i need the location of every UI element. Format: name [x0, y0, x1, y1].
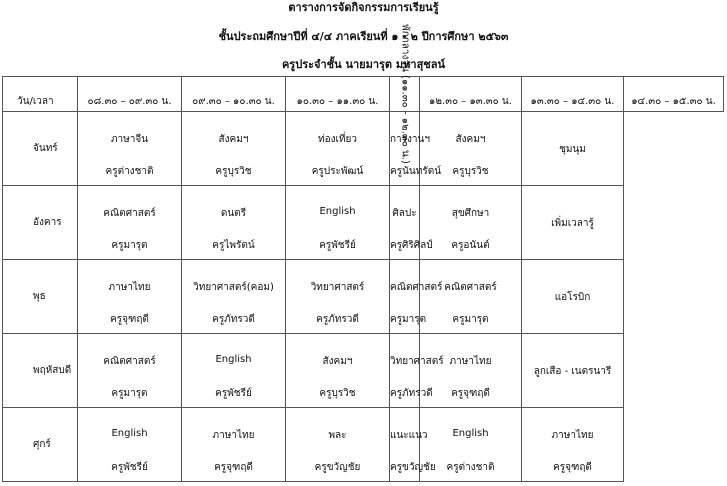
- schedule-cell: [286, 186, 390, 260]
- teacher-label: ครูมารุต: [111, 240, 148, 251]
- period-header-6: ๑๔.๓๐ – ๑๕.๓๐ น.: [624, 77, 724, 112]
- schedule-cell: [522, 260, 624, 334]
- subject-label: คณิตศาสตร์: [444, 282, 497, 293]
- teacher-label: ครูขวัญชัย: [314, 462, 361, 473]
- subject-label: ดนตรี: [220, 208, 247, 219]
- table-row: [3, 260, 724, 334]
- teacher-label: ครูภัทรวดี: [316, 314, 359, 325]
- period-header-4: ๑๒.๓๐ – ๑๓.๓๐ น.: [420, 77, 522, 112]
- subject-label: คณิตศาสตร์: [103, 356, 156, 367]
- teacher-label: ครูจุฑฤดี: [451, 388, 490, 399]
- schedule-cell: [390, 334, 444, 408]
- schedule-cell: [286, 112, 390, 186]
- period-header-2: ๐๙.๓๐ – ๑๐.๓๐ น.: [182, 77, 286, 112]
- activity-label: ลูกเสือ - เนตรนารี: [533, 366, 612, 377]
- teacher-label: ครูจุฑฤดี: [553, 462, 592, 473]
- teacher-label: ครูไพรัตน์: [212, 240, 255, 251]
- schedule-cell: [286, 260, 390, 334]
- teacher-label: ครูขวัญชัย: [390, 462, 436, 473]
- day-label: ศุกร์: [3, 408, 78, 482]
- schedule-cell: [78, 408, 182, 482]
- schedule-cell: [390, 408, 436, 482]
- schedule-cell: [286, 408, 390, 482]
- subject-label: English: [319, 206, 356, 217]
- schedule-cell: [182, 112, 286, 186]
- schedule-cell: [390, 186, 433, 260]
- teacher-label: ครูนันทรัตน์: [390, 166, 442, 177]
- period-header-5: ๑๓.๓๐ – ๑๔.๓๐ น.: [522, 77, 624, 112]
- subject-label: ภาษาไทย: [212, 430, 255, 441]
- teacher-label: ครูพัชรีย์: [215, 388, 252, 399]
- schedule-cell: [522, 408, 624, 482]
- schedule-cell: [286, 334, 390, 408]
- subject-label: สังคมฯ: [218, 134, 249, 145]
- schedule-cell: [420, 260, 522, 334]
- schedule-cell: [390, 260, 443, 334]
- period-header-3: ๑๐.๓๐ – ๑๑.๓๐ น.: [286, 77, 390, 112]
- period-header-1: ๐๘.๓๐ – ๐๙.๓๐ น.: [78, 77, 182, 112]
- teacher-label: ครูพัชรีย์: [111, 462, 148, 473]
- day-time-header: วัน/เวลา: [3, 77, 78, 112]
- day-label: อังคาร: [3, 186, 78, 260]
- subject-label: English: [111, 428, 148, 439]
- subject-label: ภาษาไทย: [449, 356, 492, 367]
- subject-label: พละ: [328, 430, 347, 441]
- activity-label: ชุมนุม: [559, 144, 586, 155]
- schedule-cell: [78, 112, 182, 186]
- teacher-label: ครูประพัฒน์: [311, 166, 364, 177]
- teacher-label: ครูบุรวิช: [215, 166, 252, 177]
- page-title: ตารางการจัดกิจกรรมการเรียนรู้: [288, 1, 439, 14]
- subject-label: ท่องเที่ยว: [318, 134, 357, 145]
- schedule-cell: [78, 260, 182, 334]
- schedule-cell: [420, 408, 522, 482]
- day-label: พุธ: [3, 260, 78, 334]
- teacher-label: ครูมารุต: [452, 314, 489, 325]
- schedule-cell: [522, 112, 624, 186]
- subject-label: English: [215, 354, 252, 365]
- subject-label: วิทยาศาสตร์: [310, 282, 365, 293]
- subject-label: ภาษาไทย: [108, 282, 151, 293]
- teacher-label: ครูภัทรวดี: [390, 388, 433, 399]
- subject-label: สังคมฯ: [455, 134, 486, 145]
- subject-label: สุขศึกษา: [451, 208, 490, 219]
- teacher-label: ครูต่างชาติ: [105, 166, 154, 177]
- schedule-cell: [390, 112, 442, 186]
- schedule-cell: [182, 260, 286, 334]
- teacher-label: ครูภัทรวดี: [212, 314, 255, 325]
- schedule-cell: [420, 112, 522, 186]
- schedule-cell: [522, 186, 624, 260]
- teacher-label: ครูจุฑฤดี: [110, 314, 149, 325]
- lunch-break-label: พักกลางวัน (๑๑.๓๐ - ๑๒.๓๐ น.): [399, 24, 410, 164]
- teacher-label: ครูจุฑฤดี: [214, 462, 253, 473]
- teacher-label: ครูบุรวิช: [319, 388, 356, 399]
- subject-label: วิทยาศาสตร์: [390, 356, 444, 367]
- header-row: [3, 77, 724, 112]
- schedule-cell: [182, 334, 286, 408]
- schedule-cell: [420, 334, 522, 408]
- day-label: จันทร์: [3, 112, 78, 186]
- subject-label: คณิตศาสตร์: [103, 208, 156, 219]
- day-label: พฤหัสบดี: [3, 334, 78, 408]
- subject-label: การงานฯ: [390, 134, 430, 145]
- table-row: [3, 186, 724, 260]
- schedule-cell: [182, 408, 286, 482]
- subject-label: แนะแนว: [390, 430, 428, 441]
- schedule-cell: [522, 334, 624, 408]
- homeroom-teacher: ครูประจำชั้น นายมารุต มหาสุชลน์: [281, 58, 446, 71]
- subject-label: ศิลปะ: [392, 208, 417, 219]
- teacher-label: ครูมารุต: [111, 388, 148, 399]
- class-term-subtitle: ชั้นประถมศึกษาปีที่ ๔/๔ ภาคเรียนที่ ๑ - ๒ ปีการศึกษา ๒๕๖๓: [218, 30, 509, 43]
- schedule-cell: [78, 334, 182, 408]
- teacher-label: ครูอนันต์: [451, 240, 490, 251]
- teacher-label: ครูต่างชาติ: [446, 462, 495, 473]
- table-row: [3, 408, 724, 482]
- subject-label: English: [452, 428, 489, 439]
- activity-label: แอโรบิก: [554, 292, 591, 303]
- activity-label: เพิ่มเวลารู้: [551, 218, 594, 229]
- table-row: [3, 112, 724, 186]
- subject-label: คณิตศาสตร์: [390, 282, 443, 293]
- subject-label: วิทยาศาสตร์(คอม): [193, 282, 274, 293]
- table-row: [3, 334, 724, 408]
- subject-label: ภาษาจีน: [110, 134, 149, 145]
- subject-label: สังคมฯ: [322, 356, 353, 367]
- schedule-cell: [182, 186, 286, 260]
- teacher-label: ครูบุรวิช: [452, 166, 489, 177]
- teacher-label: ครูมารุต: [390, 314, 427, 325]
- schedule-cell: [78, 186, 182, 260]
- schedule-cell: [420, 186, 522, 260]
- teacher-label: ครูพัชรีย์: [319, 240, 356, 251]
- teacher-label: ครูศิริศิลป์: [390, 240, 433, 251]
- subject-label: ภาษาไทย: [551, 430, 594, 441]
